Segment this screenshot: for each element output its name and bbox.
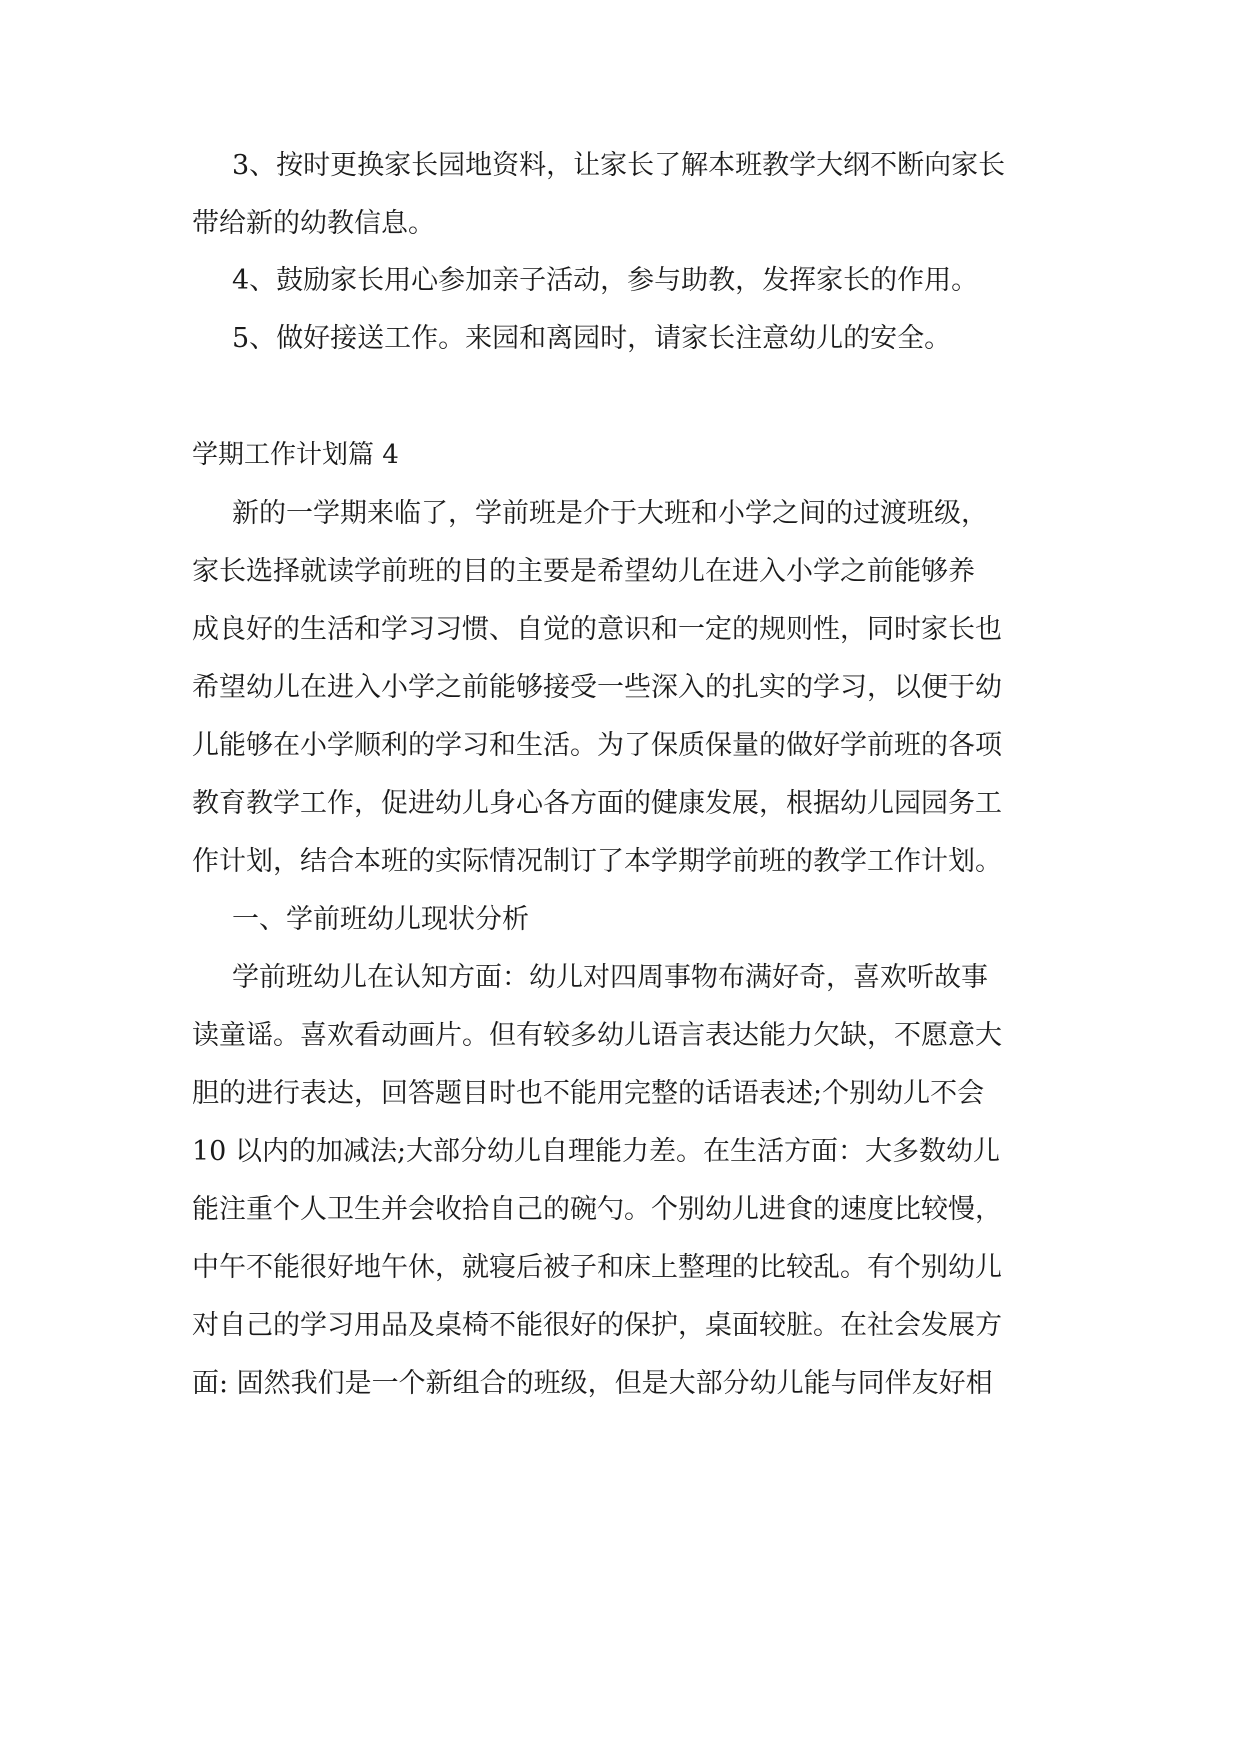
- paragraph-line: 能注重个人卫生并会收拾自己的碗勺。个别幼儿进食的速度比较慢，: [192, 1194, 1002, 1225]
- paragraph-line: 4、鼓励家长用心参加亲子活动，参与助教，发挥家长的作用。: [232, 265, 979, 296]
- paragraph-line: 3、按时更换家长园地资料，让家长了解本班教学大纲不断向家长: [232, 150, 1006, 181]
- paragraph-line: 带给新的幼教信息。: [192, 208, 435, 239]
- subsection-heading: 一、学前班幼儿现状分析: [232, 904, 529, 935]
- paragraph-line: 读童谣。喜欢看动画片。但有较多幼儿语言表达能力欠缺，不愿意大: [192, 1020, 1002, 1051]
- paragraph-line: 儿能够在小学顺利的学习和生活。为了保质保量的做好学前班的各项: [192, 730, 1002, 761]
- paragraph-line: 5、做好接送工作。来园和离园时，请家长注意幼儿的安全。: [232, 323, 952, 354]
- paragraph-line: 希望幼儿在进入小学之前能够接受一些深入的扎实的学习，以便于幼: [192, 672, 1002, 703]
- paragraph-line: 家长选择就读学前班的目的主要是希望幼儿在进入小学之前能够养: [192, 556, 975, 587]
- paragraph-line: 胆的进行表达，回答题目时也不能用完整的话语表述;个别幼儿不会: [192, 1078, 985, 1109]
- paragraph-line: 教育教学工作，促进幼儿身心各方面的健康发展，根据幼儿园园务工: [192, 788, 1002, 819]
- paragraph-line: 对自己的学习用品及桌椅不能很好的保护，桌面较脏。在社会发展方: [192, 1310, 1002, 1341]
- paragraph-line: 面: 固然我们是一个新组合的班级，但是大部分幼儿能与同伴友好相: [192, 1368, 993, 1399]
- paragraph-line: 新的一学期来临了，学前班是介于大班和小学之间的过渡班级，: [232, 498, 988, 529]
- section-title: 学期工作计划篇 4: [192, 440, 399, 470]
- paragraph-line: 学前班幼儿在认知方面：幼儿对四周事物布满好奇，喜欢听故事: [232, 962, 988, 993]
- paragraph-line: 中午不能很好地午休，就寝后被子和床上整理的比较乱。有个别幼儿: [192, 1252, 1002, 1283]
- paragraph-line: 作计划，结合本班的实际情况制订了本学期学前班的教学工作计划。: [192, 846, 1002, 877]
- paragraph-line: 10 以内的加减法;大部分幼儿自理能力差。在生活方面：大多数幼儿: [192, 1136, 1001, 1167]
- paragraph-line: 成良好的生活和学习习惯、自觉的意识和一定的规则性，同时家长也: [192, 614, 1002, 645]
